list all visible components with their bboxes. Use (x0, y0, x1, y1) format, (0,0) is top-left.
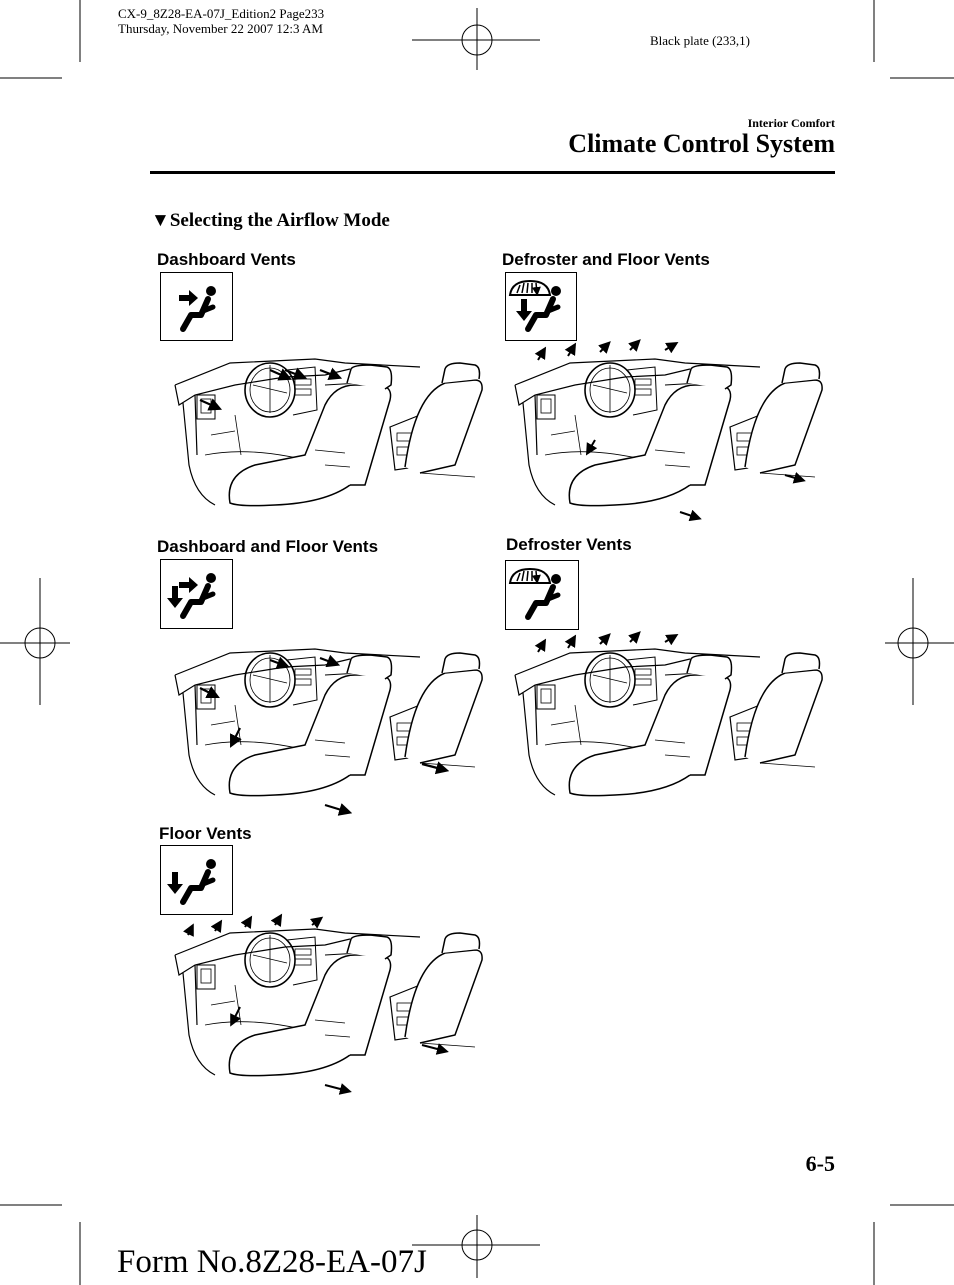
dashboard-vents-icon (160, 272, 233, 341)
form-number: Form No.8Z28-EA-07J (117, 1244, 427, 1280)
floor-vents-icon (160, 845, 233, 915)
section-label: Interior Comfort (747, 116, 835, 130)
dashboard-floor-vents-icon (160, 559, 233, 629)
defroster-floor-vents-diagram (510, 340, 830, 525)
dashboard-floor-vents-diagram (160, 640, 470, 820)
mode-label-dashboard: Dashboard Vents (157, 250, 296, 269)
defroster-vents-icon (505, 560, 579, 630)
plate-label: Black plate (233,1) (650, 33, 750, 48)
mode-label-defroster: Defroster Vents (506, 535, 632, 554)
defroster-vents-diagram (510, 630, 830, 810)
dashboard-vents-diagram (160, 350, 470, 525)
mode-label-dashboard-floor: Dashboard and Floor Vents (157, 537, 379, 556)
subheading: ▼Selecting the Airflow Mode (151, 210, 390, 231)
floor-vents-diagram (160, 915, 470, 1100)
triangle-marker-icon: ▼ (151, 210, 170, 231)
print-job-line1: CX-9_8Z28-EA-07J_Edition2 Page233 (118, 6, 325, 21)
title-rule (150, 171, 835, 174)
page-title: Climate Control System (568, 129, 835, 158)
page-number: 6-5 (805, 1151, 835, 1176)
mode-label-defroster-floor: Defroster and Floor Vents (502, 250, 710, 269)
print-job-line2: Thursday, November 22 2007 12:3 AM (118, 21, 323, 36)
defroster-floor-vents-icon (505, 272, 577, 341)
mode-label-floor: Floor Vents (159, 824, 252, 843)
